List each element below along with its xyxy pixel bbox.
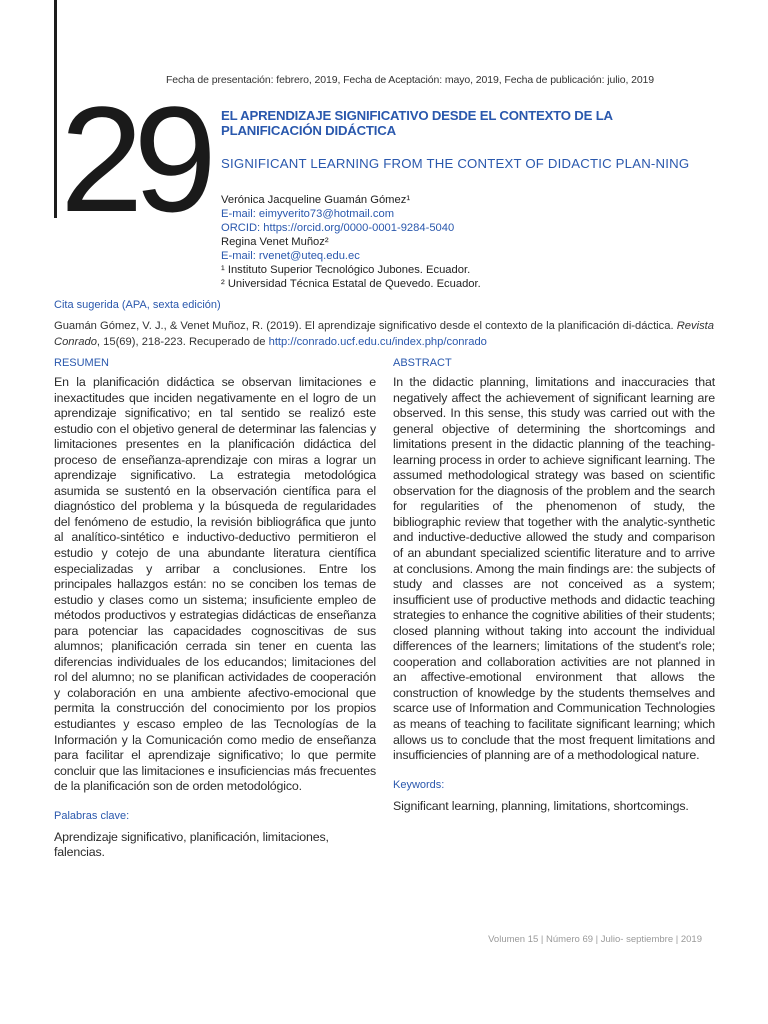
author-1-orcid <box>221 221 711 235</box>
citation-part-2: , 15(69), 218-223. Recuperado de <box>96 335 269 348</box>
author-2-email <box>221 249 711 263</box>
resumen-heading: RESUMEN <box>54 357 110 369</box>
palabras-clave-text: Aprendizaje significativo, planificación, limitaciones, falencias. <box>54 829 329 860</box>
palabras-clave-heading: Palabras clave: <box>54 809 130 822</box>
email-label: E-mail: <box>221 208 259 220</box>
author-1-name: Verónica Jacqueline Guamán Gómez¹ <box>221 194 411 206</box>
email-link[interactable]: eimyverito73@hotmail.com <box>258 208 395 220</box>
orcid-label: ORCID: <box>221 222 264 234</box>
volume-footer: Volumen 15 | Número 69 | Julio- septiembre | 2019 <box>488 934 702 945</box>
citation-text <box>54 319 714 350</box>
author-block <box>221 193 711 291</box>
email-link[interactable]: rvenet@uteq.edu.ec <box>258 250 360 262</box>
title-english: SIGNIFICANT LEARNING FROM THE CONTEXT OF DIDACTIC PLAN-NING <box>221 156 690 171</box>
abstract-text: In the didactic planning, limitations and inaccuracies that negatively affect the achievement of significant learning are observed. In this sense, this study was carried out with the general objective of determining the shortcomings and limitations present in the didactic planning of the teaching-learning process in order to achieve significant learning. The assumed methodological strategy was based on scientific observation for the diagnosis of the problem and the search for regularities of the phenomenon of study, the bibliographic review that together with the analytic-synthetic and inductive-deductive allowed the study and comparison of an abundant specialized scientific literature and to arrive at conclusions. Among the main findings are: the subjects of study and classes are not conceived as a system; insufficient use of productive methods and didactic teaching strategies to enhance the cognitive abilities of their students; closed planning without taking into account the individual differences of the learners; limitations of the student's role; cooperation and collaboration activities are not planned in an affective-emotional environment that allows the construction of knowledge by the students themselves and scarce use of Information and Communication Technologies as means of teaching to facilitate significant learning; which allows us to conclude that the most frequent limitations and insufficiencies of planning are of a methodological nature. <box>393 375 715 763</box>
submission-dates: Fecha de presentación: febrero, 2019, Fecha de Aceptación: mayo, 2019, Fecha de publicación: julio, 2019 <box>165 74 655 86</box>
vertical-rule <box>54 0 57 218</box>
citation-part-1: Guamán Gómez, V. J., & Venet Muñoz, R. (2019). El aprendizaje significativo desde el contexto de la planificación di-dáctica. <box>54 320 677 332</box>
resumen-text: En la planificación didáctica se observan limitaciones e inexactitudes que inciden negativamente en el logro de un aprendizaje significativo; en tal sentido se realizó este estudio con el objetivo general de determinar las falencias y limitaciones presentes en la planificación didáctica del proceso de enseñanza-aprendizaje con miras a lograr un aprendizaje significativo. La estrategia metodológica asumida se sustentó en la observación científica para el diagnóstico del problema y la búsqueda de regularidades del fenómeno de estudio, la revisión bibliográfica que junto al analítico-sintético e inductivo-deductivo permitieron el estudio y cotejo de una abundante literatura científica especializadas y arribar a conclusiones. Entre los principales hallazgos están: no se conciben los temas de estudio y clases como un sistema; insuficiente empleo de métodos productivos y estrategias didácticas de enseñanza para potenciar las capacidades cognoscitivas de sus alumnos; planificación cerrada sin tener en cuenta las diferencias individuales de los educandos; limitaciones del rol del alumno; no se planifican actividades de cooperación y colaboración en una ambiente afectivo-emocional que permita la construcción del conocimiento por los propios estudiantes y escaso empleo de las Tecnologías de la Información y la Comunicación como medio de enseñanza para facilitar el aprendizaje significativo; lo que permite concluir que las limitaciones e insuficiencias más frecuentes de la planificación son de orden metodológico. <box>54 375 376 794</box>
abstract-heading: ABSTRACT <box>393 357 452 369</box>
author-2-name: Regina Venet Muñoz² <box>221 236 329 248</box>
keywords-heading: Keywords: <box>393 778 445 791</box>
email-label: E-mail: <box>221 250 259 262</box>
abstract-column <box>393 357 715 814</box>
affiliation-1: ¹ Instituto Superior Tecnológico Jubones. Ecuador. <box>221 264 471 276</box>
affiliation-2: ² Universidad Técnica Estatal de Quevedo. Ecuador. <box>221 278 481 290</box>
keywords-text: Significant learning, planning, limitations, shortcomings. <box>393 798 689 813</box>
article-number: 29 <box>60 75 207 243</box>
citation-label: Cita sugerida (APA, sexta edición) <box>54 299 221 311</box>
author-1-email <box>221 207 711 221</box>
journal-name: Revista Conrado <box>54 320 715 348</box>
orcid-link[interactable]: https://orcid.org/0000-0001-9284-5040 <box>263 222 455 234</box>
resumen-column <box>54 357 376 861</box>
citation-url-link[interactable]: http://conrado.ucf.edu.cu/index.php/conrado <box>268 335 487 348</box>
title-spanish: EL APRENDIZAJE SIGNIFICATIVO DESDE EL CONTEXTO DE LA PLANIFICACIÓN DIDÁCTICA <box>221 108 613 138</box>
